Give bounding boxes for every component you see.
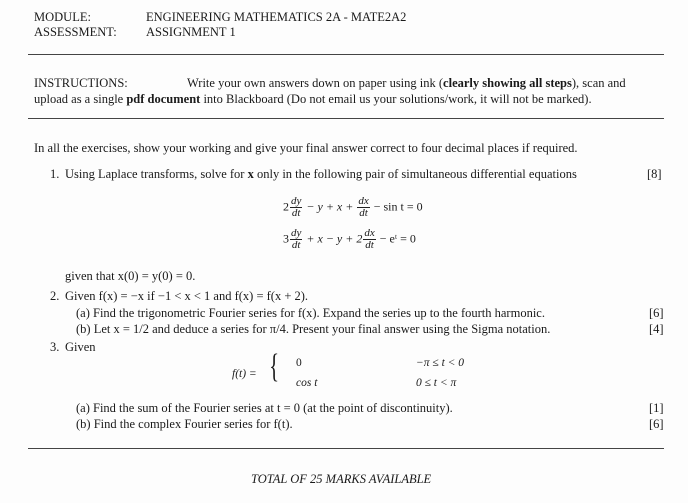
assessment-value: ASSIGNMENT 1 — [146, 25, 236, 39]
divider — [28, 448, 664, 449]
dx-dt-fraction — [363, 228, 375, 251]
eq1-end: − sin t = 0 — [373, 199, 423, 214]
q3-part-a: (a) Find the sum of the Fourier series at t = 0 (at the point of discontinuity). — [76, 401, 453, 415]
eq1-coefficient: 2 — [283, 199, 289, 214]
intro-text: In all the exercises, show your working and give your final answer correct to four decimal places if required. — [34, 141, 578, 155]
q2-part-b-marks: [4] — [649, 322, 664, 336]
piecewise-label: f(t) = — [232, 368, 257, 380]
instructions-bold-text: pdf document — [126, 92, 201, 106]
piecewise-brace: { — [269, 348, 280, 385]
divider — [28, 54, 664, 55]
frac-denominator: dt — [291, 207, 301, 219]
instructions-text: upload as a single — [34, 92, 127, 106]
piecewise-case-2-condition: 0 ≤ t < π — [416, 377, 457, 389]
q2-number: 2. — [50, 289, 60, 303]
dy-dt-fraction — [290, 196, 302, 219]
q3-number: 3. — [50, 340, 60, 354]
frac-denominator: dt — [291, 239, 301, 251]
module-value: ENGINEERING MATHEMATICS 2A - MATE2A2 — [146, 10, 407, 24]
instructions-text-end: into Blackboard (Do not email us your solutions/work, it will not be marked). — [200, 92, 592, 106]
q2-part-b: (b) Let x = 1/2 and deduce a series for π/4. Present your final answer using the Sigma notation. — [76, 322, 551, 336]
q1-equation-1 — [283, 196, 423, 219]
q1-text-b: only in the following pair of simultaneous differential equations — [253, 167, 577, 181]
eq2-middle: + x − y + 2 — [306, 231, 363, 246]
eq2-coefficient: 3 — [283, 231, 289, 246]
q3-text: Given — [65, 340, 96, 354]
eq2-end: − eᵗ = 0 — [379, 231, 416, 246]
q2-part-a: (a) Find the trigonometric Fourier series for f(x). Expand the series up to the fourth harmonic. — [76, 306, 545, 320]
instructions-line1 — [187, 76, 626, 91]
q1-text-bold: x — [247, 167, 254, 181]
total-marks: TOTAL OF 25 MARKS AVAILABLE — [251, 472, 432, 486]
instructions-label: INSTRUCTIONS: — [34, 76, 128, 90]
q3-part-b-marks: [6] — [649, 417, 664, 431]
instructions-line2 — [34, 92, 592, 107]
piecewise-case-1-value: 0 — [296, 357, 302, 369]
frac-numerator: dy — [291, 195, 302, 207]
q1-marks: [8] — [647, 167, 662, 181]
q3-part-a-marks: [1] — [649, 401, 664, 415]
q1-given: given that x(0) = y(0) = 0. — [65, 269, 196, 283]
q1-text-a: Using Laplace transforms, solve for — [65, 167, 248, 181]
assessment-label: ASSESSMENT: — [34, 25, 117, 39]
q1-number: 1. — [50, 167, 60, 181]
divider — [28, 118, 664, 119]
q1-equation-2 — [283, 228, 416, 251]
piecewise-case-1-condition: −π ≤ t < 0 — [416, 357, 465, 369]
instructions-text-end: ), scan and — [571, 76, 626, 90]
dx-dt-fraction — [357, 196, 369, 219]
piecewise-case-2-value: cos t — [296, 377, 318, 389]
q2-text: Given f(x) = −x if −1 < x < 1 and f(x) = f(x + 2). — [65, 289, 309, 303]
dy-dt-fraction — [290, 228, 302, 251]
q3-part-b: (b) Find the complex Fourier series for f(t). — [76, 417, 293, 431]
instructions-text: Write your own answers down on paper using ink ( — [187, 76, 444, 90]
q2-part-a-marks: [6] — [649, 306, 664, 320]
frac-denominator: dt — [359, 207, 368, 219]
frac-denominator: dt — [365, 239, 374, 251]
q1-text — [65, 167, 577, 182]
instructions-bold-text: clearly showing all steps — [443, 76, 572, 90]
eq1-middle: − y + x + — [306, 199, 354, 214]
module-label: MODULE: — [34, 10, 91, 24]
frac-numerator: dx — [364, 227, 375, 239]
frac-numerator: dy — [291, 227, 302, 239]
frac-numerator: dx — [358, 195, 369, 207]
